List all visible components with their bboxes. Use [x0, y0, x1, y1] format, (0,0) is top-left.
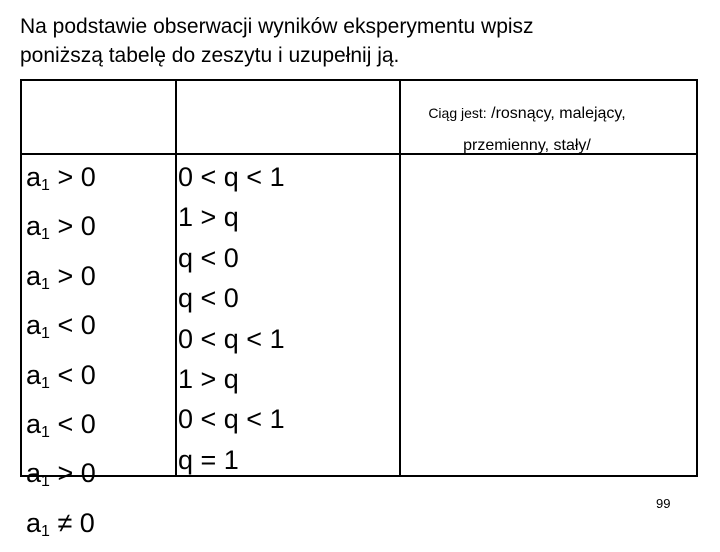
first-term-cell: $a_1 \ne 0$	[26, 507, 95, 540]
ratio-cell: 0 < q < 1	[178, 323, 285, 354]
instruction-line-1: Na podstawie obserwacji wyników eksperymentu wpisz	[20, 15, 534, 38]
first-term-cell: $a_1 > 0$	[26, 260, 96, 293]
ratio-cell: 0 < q < 1	[178, 404, 285, 435]
header-options-1: /rosnący, malejący,	[491, 105, 626, 122]
first-term-cell: $a_1 > 0$	[26, 162, 96, 194]
sequence-table	[20, 79, 698, 477]
ratio-cell: q = 1	[178, 444, 239, 475]
ratio-cell: q < 0	[178, 242, 239, 273]
header-options-2: przemienny, stały/	[463, 137, 591, 154]
instruction-line-2: poniższą tabelę do zeszytu i uzupełnij ją.	[20, 44, 400, 67]
first-term-cell: $a_1 < 0$	[26, 409, 96, 442]
first-term-column	[26, 157, 96, 552]
first-term-cell: $a_1 > 0$	[26, 211, 96, 244]
ratio-column	[178, 157, 285, 480]
ratio-cell: 1 > q	[178, 364, 239, 395]
ratio-cell: 0 < q < 1	[178, 162, 285, 192]
first-term-cell: $a_1 < 0$	[26, 359, 96, 392]
header-lead: Ciąg jest:	[428, 105, 487, 121]
column-divider-1	[175, 81, 177, 475]
page-number: 99	[656, 496, 671, 511]
first-term-cell: $a_1 > 0$	[26, 458, 96, 491]
instruction-text	[20, 12, 700, 70]
first-term-cell: $a_1 < 0$	[26, 310, 96, 343]
ratio-cell: q < 0	[178, 283, 239, 314]
ratio-cell: 1 > q	[178, 202, 239, 233]
answer-column-header	[382, 97, 672, 162]
